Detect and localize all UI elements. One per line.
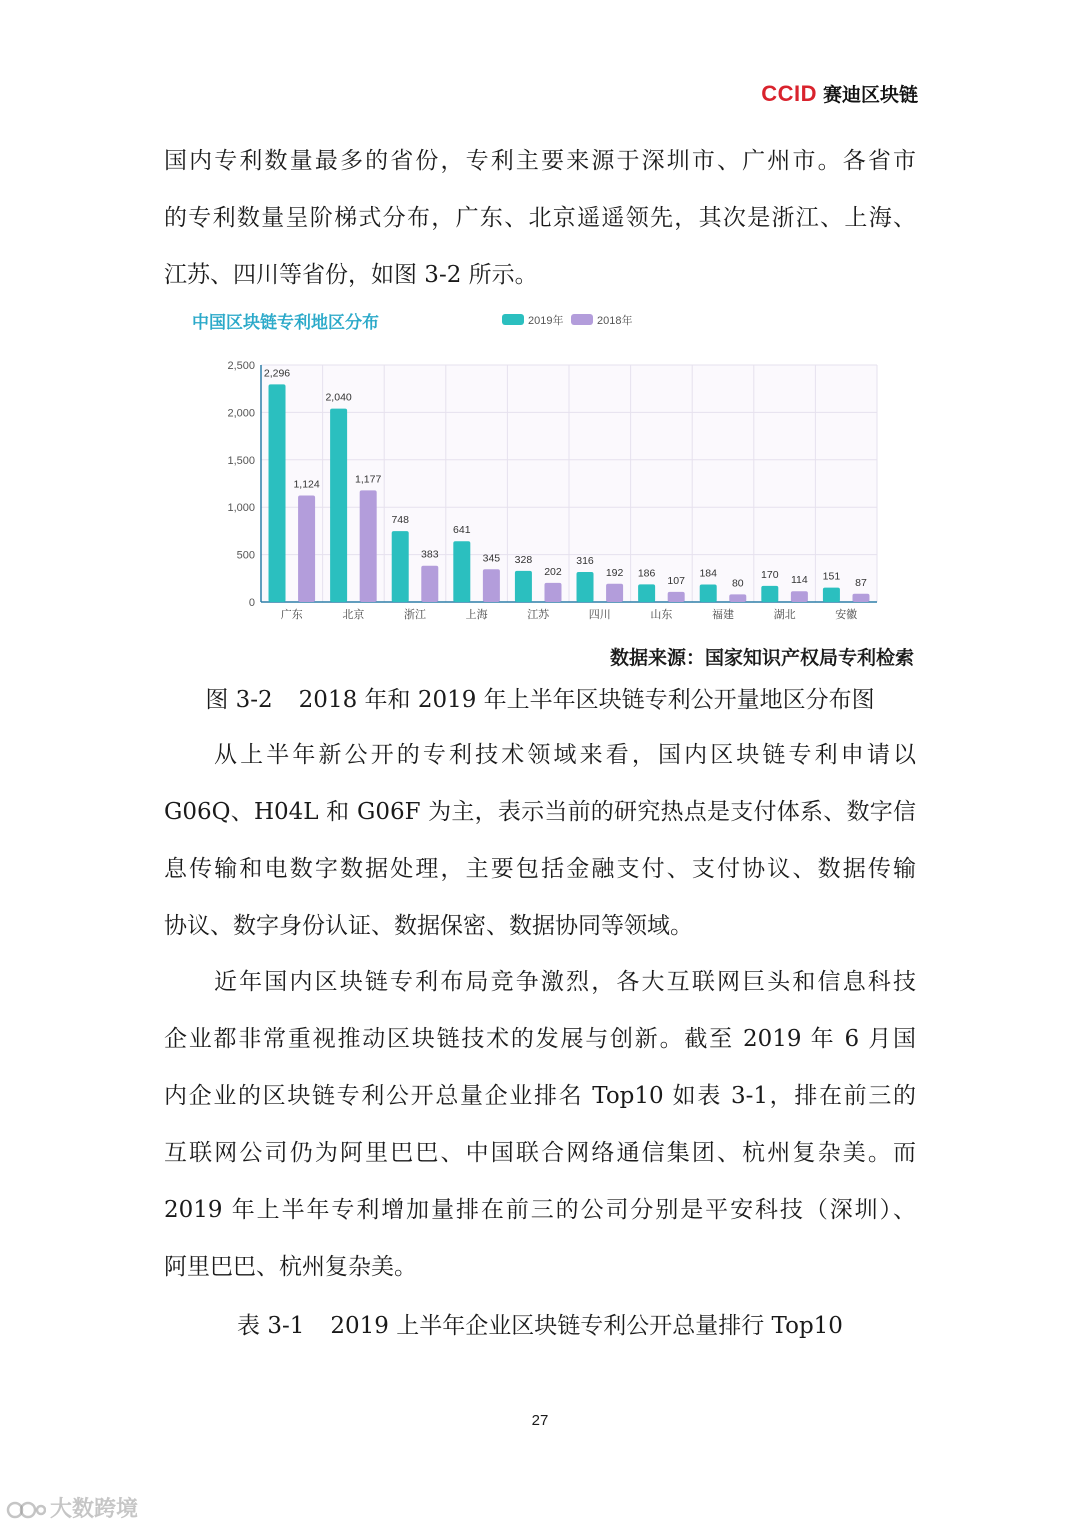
- bar-2018: [668, 592, 685, 602]
- data-label-2018: 80: [731, 577, 744, 590]
- bar-2018: [729, 594, 746, 602]
- watermark-logo-icon: [6, 1498, 46, 1522]
- y-tick-label: 0: [248, 597, 255, 609]
- paragraph-2: [164, 727, 916, 955]
- data-label-2018: 1,124: [293, 478, 320, 491]
- chart-legend: [502, 313, 632, 327]
- y-tick-label: 2,500: [227, 360, 255, 372]
- data-label-2019: 2,040: [325, 391, 352, 404]
- data-label-2019: 186: [637, 567, 656, 580]
- data-label-2018: 114: [791, 574, 808, 587]
- x-tick-label: 江苏: [527, 608, 550, 621]
- bar-2018: [421, 566, 438, 602]
- x-tick-label: 广东: [280, 608, 303, 621]
- legend-label-2019: 2019年: [528, 315, 564, 327]
- data-label-2019: 151: [822, 570, 841, 583]
- bar-2018: [606, 584, 623, 602]
- y-tick-label: 1,500: [227, 454, 255, 467]
- table-caption-text: 2019 上半年企业区块链专利公开总量排行 Top10: [330, 1313, 843, 1339]
- bar-2019: [700, 585, 717, 602]
- bar-2019: [269, 384, 286, 602]
- paragraph-line: 企业都非常重视推动区块链技术的发展与创新。截至 2019 年 6 月国: [164, 1026, 916, 1052]
- x-tick-label: 上海: [465, 608, 488, 621]
- paragraph-line: 国内专利数量最多的省份，专利主要来源于深圳市、广州市。各省市: [164, 148, 916, 174]
- paragraph-3: [164, 954, 916, 1296]
- data-label-2018: 192: [605, 566, 624, 579]
- data-label-2018: 383: [421, 548, 439, 561]
- table-caption: [0, 1307, 1080, 1340]
- paragraph-line: 互联网公司仍为阿里巴巴、中国联合网络通信集团、杭州复杂美。而: [164, 1140, 916, 1166]
- data-label-2019: 184: [699, 567, 717, 580]
- legend-swatch-2019: [502, 314, 524, 325]
- paragraph-line: 近年国内区块链专利布局竞争激烈，各大互联网巨头和信息科技: [214, 969, 916, 995]
- data-label-2018: 1,177: [355, 473, 382, 486]
- plot-area: [227, 360, 877, 621]
- x-tick-label: 浙江: [404, 608, 426, 621]
- bar-2019: [330, 409, 347, 602]
- data-label-2019: 2,296: [263, 367, 291, 380]
- x-tick-label: 北京: [342, 608, 365, 621]
- paragraph-line: 江苏、四川等省份，如图 3-2 所示。: [164, 262, 538, 288]
- figure-number: 图 3-2: [205, 687, 273, 713]
- legend-swatch-2018: [571, 314, 593, 325]
- paragraph-line: G06Q、H04L 和 G06F 为主，表示当前的研究热点是支付体系、数字信: [164, 799, 916, 825]
- bar-2018: [483, 569, 500, 602]
- y-tick-label: 1,000: [227, 502, 255, 515]
- table-number: 表 3-1: [237, 1313, 305, 1339]
- region-patent-bar-chart: [180, 300, 890, 630]
- legend-label-2018: 2018年: [597, 315, 633, 327]
- data-label-2019: 170: [761, 568, 779, 581]
- bar-2019: [577, 572, 594, 602]
- bar-2018: [852, 594, 869, 602]
- paragraph-line: 内企业的区块链专利公开总量企业排名 Top10 如表 3-1，排在前三的: [164, 1083, 916, 1109]
- data-label-2019: 748: [391, 514, 409, 527]
- data-label-2018: 202: [544, 565, 562, 578]
- logo-brand: 赛迪区块链: [822, 85, 918, 106]
- watermark: [6, 1492, 138, 1523]
- bar-2018: [298, 495, 315, 602]
- data-label-2018: 87: [855, 576, 867, 589]
- bar-2019: [392, 531, 409, 602]
- figure-caption-text: 2018 年和 2019 年上半年区块链专利公开量地区分布图: [298, 687, 875, 713]
- data-label-2019: 316: [576, 555, 594, 568]
- chart-title: 中国区块链专利地区分布: [192, 313, 379, 332]
- logo-ccid: CCID: [761, 81, 817, 106]
- paragraph-line: 协议、数字身份认证、数据保密、数据协同等领域。: [164, 913, 693, 939]
- data-source: 数据来源：国家知识产权局专利检索: [609, 647, 914, 669]
- bar-2018: [360, 490, 377, 602]
- x-tick-label: 福建: [712, 608, 734, 621]
- bar-2019: [453, 541, 470, 602]
- data-label-2018: 107: [667, 574, 685, 587]
- y-tick-label: 2,000: [227, 407, 255, 420]
- paragraph-line: 2019 年上半年专利增加量排在前三的公司分别是平安科技（深圳）、: [164, 1197, 916, 1223]
- bar-2019: [761, 586, 778, 602]
- paragraph-line: 从上半年新公开的专利技术领域来看，国内区块链专利申请以: [214, 742, 916, 768]
- y-tick-label: 500: [236, 549, 255, 562]
- bar-2019: [638, 584, 655, 602]
- bar-2019: [823, 588, 840, 602]
- bar-2019: [515, 571, 532, 602]
- paragraph-1: [164, 133, 916, 304]
- bar-2018: [544, 583, 561, 602]
- x-tick-label: 安徽: [835, 608, 858, 621]
- figure-caption: [0, 681, 1080, 714]
- watermark-text: 大数跨境: [50, 1496, 139, 1521]
- data-label-2019: 328: [514, 553, 533, 566]
- page-number: 27: [531, 1412, 549, 1429]
- paragraph-line: 阿里巴巴、杭州复杂美。: [164, 1254, 417, 1280]
- x-tick-label: 山东: [650, 608, 673, 621]
- bar-2018: [791, 591, 808, 602]
- x-tick-label: 四川: [588, 608, 611, 621]
- data-label-2019: 641: [453, 524, 471, 537]
- paragraph-line: 息传输和电数字数据处理，主要包括金融支付、支付协议、数据传输: [164, 856, 916, 882]
- header-logo: [761, 80, 918, 107]
- data-label-2018: 345: [482, 552, 501, 565]
- paragraph-line: 的专利数量呈阶梯式分布，广东、北京遥遥领先，其次是浙江、上海、: [164, 205, 916, 231]
- x-tick-label: 湖北: [773, 608, 796, 621]
